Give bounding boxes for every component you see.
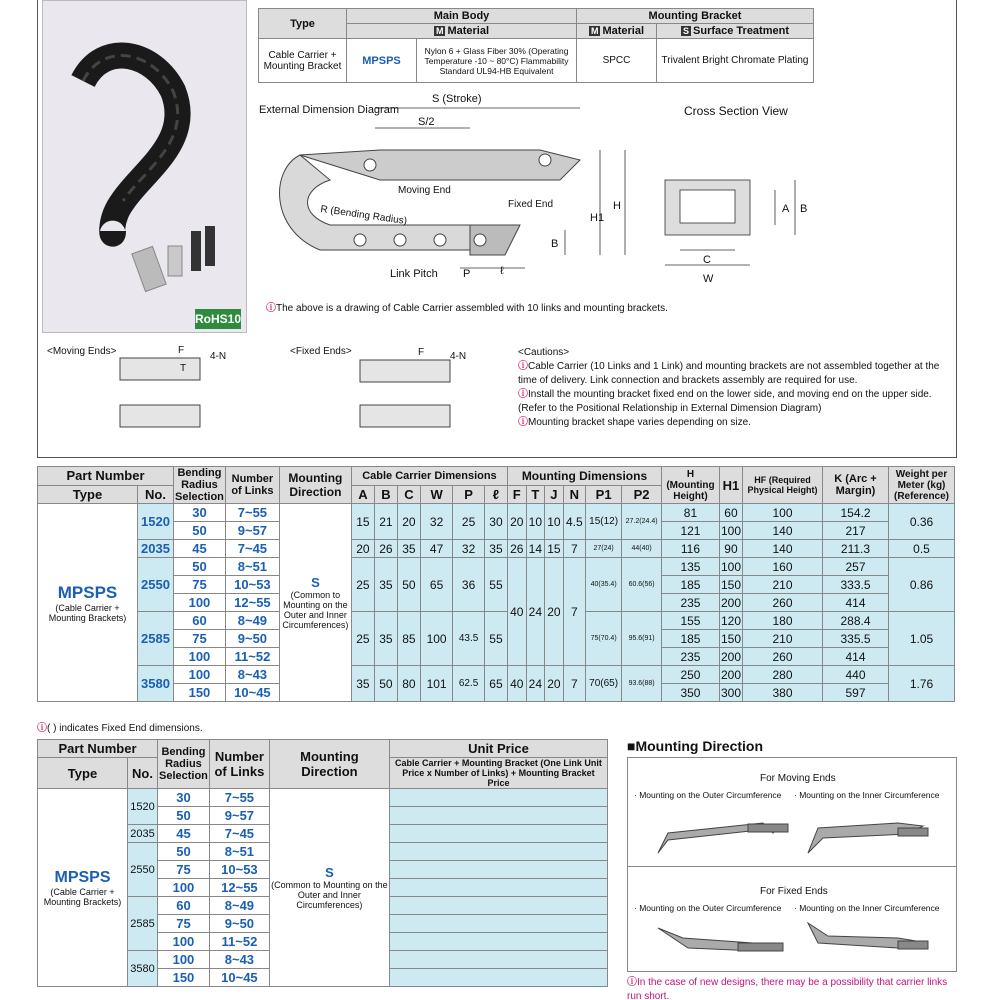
for-fixed-ends: For Fixed Ends <box>760 886 828 897</box>
col-p2: P2 <box>622 485 662 504</box>
table-row: 335.5 <box>823 630 889 648</box>
table-row: 20 <box>351 540 374 558</box>
new-design-note: ⓘIn the case of new designs, there may be a possibility that carrier links run short. <box>627 977 948 1000</box>
list-item: 7~45 <box>209 825 269 843</box>
table-row: 32 <box>420 504 452 540</box>
list-item: 150 <box>158 969 210 987</box>
table-row: 180 <box>743 612 823 630</box>
table-row: 65 <box>420 558 452 612</box>
table-row: 60.6(56) <box>622 558 662 612</box>
table-row: 7 <box>563 540 585 558</box>
table-row: 90 <box>719 540 742 558</box>
pr-no-1520: 1520 <box>128 789 158 825</box>
fixed-ends-title: <Fixed Ends> <box>290 346 352 357</box>
table-row: 414 <box>823 648 889 666</box>
dimension-table <box>37 466 955 702</box>
table-row: 100 <box>743 504 823 522</box>
table-row: 140 <box>743 540 823 558</box>
pr-h-part: Part Number <box>38 740 158 758</box>
list-item: 10~53 <box>209 861 269 879</box>
pr-h-unit-sub: Cable Carrier + Mounting Bracket (One Link Unit Price x Number of Links) + Mounting Bracket Price <box>389 758 607 789</box>
table-row: 10 <box>526 504 545 540</box>
table-row: 27.2(24.4) <box>622 504 662 540</box>
price-cell[interactable] <box>389 933 607 951</box>
table-row: 121 <box>661 522 719 540</box>
list-item: 12~55 <box>209 879 269 897</box>
col-p: P <box>453 485 485 504</box>
table-row: 7 <box>563 558 585 666</box>
table-row: 185 <box>661 630 719 648</box>
h-bend: Bending Radius Selection <box>175 467 224 503</box>
pr-h-dir: Mounting Direction <box>269 740 389 789</box>
table-row: 440 <box>823 666 889 684</box>
price-cell[interactable] <box>389 915 607 933</box>
table-row: 185 <box>661 576 719 594</box>
table-row: 70(65) <box>586 666 622 702</box>
col-t: T <box>526 485 545 504</box>
fixed-end-label: Fixed End <box>508 199 554 210</box>
table-row: 20 <box>507 504 526 540</box>
bending-label: R (Bending Radius) <box>319 203 408 228</box>
table-row: 50 <box>174 522 226 540</box>
table-row: 160 <box>743 558 823 576</box>
col-n: N <box>563 485 585 504</box>
table-row: 60 <box>719 504 742 522</box>
table-row: 32 <box>453 540 485 558</box>
table-row: 95.6(91) <box>622 612 662 666</box>
note-icon: ⓘ <box>266 303 276 314</box>
table-row: 40(35.4) <box>586 558 622 612</box>
list-item: 7~55 <box>209 789 269 807</box>
table-row: 211.3 <box>823 540 889 558</box>
table-row: 65 <box>484 666 507 702</box>
h-h: H (Mounting Height) <box>661 467 719 504</box>
price-cell[interactable] <box>389 897 607 915</box>
table-row: 60 <box>174 612 226 630</box>
table-row: 9~50 <box>225 630 279 648</box>
mounting-direction-panel <box>627 757 957 972</box>
price-cell[interactable] <box>389 879 607 897</box>
table-row: 7~55 <box>225 504 279 522</box>
table-row: 8~49 <box>225 612 279 630</box>
table-row: 155 <box>661 612 719 630</box>
table-row: 11~52 <box>225 648 279 666</box>
col-j: J <box>545 485 564 504</box>
l-label: ℓ <box>500 265 504 277</box>
spec-type-name: Cable Carrier + Mounting Bracket <box>259 39 347 83</box>
table-row: 45 <box>174 540 226 558</box>
table-row: 25 <box>453 504 485 540</box>
table-row: 15 <box>545 540 564 558</box>
table-row: 93.6(88) <box>622 666 662 702</box>
b-label: B <box>551 238 559 250</box>
table-row: 40 <box>507 558 526 666</box>
table-row: 85 <box>397 612 420 666</box>
table-row: 75 <box>174 576 226 594</box>
table-row: 75 <box>174 630 226 648</box>
moving-n: 4-N <box>210 351 227 362</box>
table-row: 50 <box>374 666 397 702</box>
table-row: 62.5 <box>453 666 485 702</box>
table-row: 150 <box>174 684 226 702</box>
table-row: 0.36 <box>889 504 955 540</box>
table-row: 55 <box>484 558 507 612</box>
h-cc: Cable Carrier Dimensions <box>351 467 507 486</box>
no-2035: 2035 <box>138 540 174 558</box>
table-row: 24 <box>526 666 545 702</box>
col-f: F <box>507 485 526 504</box>
table-row: 27(24) <box>586 540 622 558</box>
table-row: 20 <box>545 558 564 666</box>
spec-material-header: M Material <box>347 24 577 39</box>
table-row: 80 <box>397 666 420 702</box>
mounting-direction-title: ■Mounting Direction <box>627 738 764 754</box>
moving-outer: · Mounting on the Outer Circumference <box>634 790 782 800</box>
table-row: 7 <box>563 666 585 702</box>
h-label: H <box>613 200 621 212</box>
table-row: 210 <box>743 630 823 648</box>
table-row: 20 <box>545 666 564 702</box>
table-row: 36 <box>453 558 485 612</box>
table-row: 100 <box>720 523 741 538</box>
price-cell[interactable] <box>389 843 607 861</box>
table-row: 235 <box>661 594 719 612</box>
table-row: 20 <box>397 504 420 540</box>
table-row: 9~57 <box>225 522 279 540</box>
table-row: 26 <box>374 540 397 558</box>
table-row: 150 <box>720 577 741 592</box>
table-row: 100 <box>174 666 226 684</box>
h-part: Part Number <box>38 467 174 486</box>
for-moving-ends: For Moving Ends <box>760 773 836 784</box>
table-row: 25 <box>351 612 374 666</box>
list-item: 100 <box>158 933 210 951</box>
table-row: 81 <box>661 504 719 522</box>
cross-title: Cross Section View <box>684 104 788 118</box>
moving-ends-title: <Moving Ends> <box>47 346 117 357</box>
table-row: 8~43 <box>225 666 279 684</box>
fixed-end-footnote: ⓘ( ) indicates Fixed End dimensions. <box>37 723 203 734</box>
table-row: 116 <box>661 540 719 558</box>
table-row: 12~55 <box>225 594 279 612</box>
table-row: 44(40) <box>622 540 662 558</box>
col-a: A <box>351 485 374 504</box>
list-item: 75 <box>158 861 210 879</box>
price-cell[interactable] <box>389 789 607 807</box>
table-row: 280 <box>743 666 823 684</box>
stroke-label: S (Stroke) <box>432 93 482 105</box>
table-row: 4.5 <box>563 504 585 540</box>
price-cell[interactable] <box>389 807 607 825</box>
table-row: 100 <box>420 612 452 666</box>
h-type: Type <box>38 485 138 504</box>
p-label: P <box>463 268 471 280</box>
spec-main-header: Main Body <box>347 9 577 24</box>
table-row: 14 <box>526 540 545 558</box>
price-cell[interactable] <box>389 825 607 843</box>
link-pitch-label: Link Pitch <box>390 268 438 280</box>
list-item: 10~45 <box>209 969 269 987</box>
table-row: 50 <box>397 558 420 612</box>
cautions-title: <Cautions> <box>518 347 570 358</box>
list-item: 11~52 <box>209 933 269 951</box>
table-row: 10 <box>545 504 564 540</box>
list-item: 75 <box>158 915 210 933</box>
moving-t: T <box>180 363 187 374</box>
fixed-outer: · Mounting on the Outer Circumference <box>634 903 782 913</box>
pr-h-no: No. <box>128 758 158 789</box>
table-row: 100 <box>720 559 741 574</box>
dims-type: MPSPS (Cable Carrier + Mounting Brackets) <box>38 504 138 702</box>
table-row: 200 <box>720 667 741 682</box>
list-item: 8~49 <box>209 897 269 915</box>
table-row: 21 <box>374 504 397 540</box>
rohs-badge: RoHS10 <box>195 309 241 329</box>
col-c: C <box>397 485 420 504</box>
table-row: 35 <box>484 540 507 558</box>
table-row: 154.2 <box>823 504 889 522</box>
table-row: 0.5 <box>889 540 955 558</box>
list-item: 60 <box>158 897 210 915</box>
table-row: 200 <box>720 595 741 610</box>
col-p1: P1 <box>586 485 622 504</box>
h-md: Mounting Dimensions <box>507 467 661 486</box>
table-row: 43.5 <box>453 612 485 666</box>
spec-bracket-material: SPCC <box>577 39 657 83</box>
list-item: 9~50 <box>209 915 269 933</box>
list-item: 45 <box>158 825 210 843</box>
table-row: 47 <box>420 540 452 558</box>
table-row: 75(70.4) <box>586 612 622 666</box>
list-item: 30 <box>158 789 210 807</box>
table-row: 10~45 <box>225 684 279 702</box>
list-item: 8~51 <box>209 843 269 861</box>
moving-f: F <box>178 345 185 356</box>
moving-inner: · Mounting on the Inner Circumference <box>794 790 940 800</box>
spec-type-header: Type <box>259 9 347 39</box>
table-row: 414 <box>823 594 889 612</box>
pr-dir: S (Common to Mounting on the Outer and Inner Circumferences) <box>269 789 389 987</box>
table-row: 150 <box>720 631 741 646</box>
spec-surface-header: S Surface Treatment <box>657 24 814 39</box>
no-1520: 1520 <box>138 504 174 540</box>
spec-bracket-header: Mounting Bracket <box>577 9 814 24</box>
h-no: No. <box>138 485 174 504</box>
pr-no-2035: 2035 <box>128 825 158 843</box>
h-dir: Mounting Direction <box>279 467 351 504</box>
table-row: 333.5 <box>823 576 889 594</box>
h-hf: HF (Required Physical Height) <box>743 467 823 504</box>
spec-surface: Trivalent Bright Chromate Plating <box>657 39 814 83</box>
table-row: 30 <box>484 504 507 540</box>
table-row: 257 <box>823 558 889 576</box>
table-row: 1.05 <box>889 612 955 666</box>
spec-code: MPSPS <box>347 39 417 83</box>
ext-title: External Dimension Diagram <box>259 104 399 116</box>
list-item: 100 <box>158 879 210 897</box>
caution-2: ⓘInstall the mounting bracket fixed end on the lower side, and moving end on the upper side. (Refer to the Positional Relationship in External Dimension Diagram) <box>518 389 932 414</box>
pr-no-2550: 2550 <box>128 843 158 897</box>
table-row: 7~45 <box>225 540 279 558</box>
table-row: 101 <box>420 666 452 702</box>
table-row: 235 <box>661 648 719 666</box>
table-row: 24 <box>526 558 545 666</box>
pr-h-bend: Bending Radius Selection <box>158 740 210 789</box>
s2-label: S/2 <box>418 116 435 128</box>
table-row: 30 <box>174 504 226 522</box>
table-row: 260 <box>743 594 823 612</box>
cautions <box>518 346 948 430</box>
table-row: 380 <box>743 684 823 702</box>
table-row: 217 <box>823 522 889 540</box>
table-row: 26 <box>507 540 526 558</box>
list-item: 8~43 <box>209 951 269 969</box>
no-2585: 2585 <box>138 612 174 666</box>
pr-no-3580: 3580 <box>128 951 158 987</box>
assembly-note: ⓘThe above is a drawing of Cable Carrier assembled with 10 links and mounting brackets. <box>266 303 668 314</box>
col-l: ℓ <box>484 485 507 504</box>
table-row: 0.86 <box>889 558 955 612</box>
table-row: 100 <box>174 648 226 666</box>
table-row: 50 <box>174 558 226 576</box>
h-wt: Weight per Meter (kg) (Reference) <box>889 467 955 504</box>
table-row: 100 <box>174 594 226 612</box>
table-row: 15(12) <box>586 504 622 540</box>
h-links: Number of Links <box>225 467 279 504</box>
caution-3: ⓘMounting bracket shape varies depending on size. <box>518 417 751 428</box>
col-w: W <box>420 485 452 504</box>
table-row: 15 <box>351 504 374 540</box>
table-row: 120 <box>720 613 741 628</box>
dims-dir: S (Common to Mounting on the Outer and Inner Circumferences) <box>279 504 351 702</box>
table-row: 350 <box>661 684 719 702</box>
price-cell[interactable] <box>389 861 607 879</box>
list-item: 9~57 <box>209 807 269 825</box>
table-row: 597 <box>823 684 889 702</box>
table-row: 25 <box>351 558 374 612</box>
list-item: 50 <box>158 807 210 825</box>
no-2550: 2550 <box>138 558 174 612</box>
fixed-f: F <box>418 347 425 358</box>
pr-h-unit: Unit Price <box>389 740 607 758</box>
table-row: 35 <box>374 612 397 666</box>
table-row: 35 <box>351 666 374 702</box>
a-label: A <box>782 203 790 215</box>
c-label: C <box>703 254 711 266</box>
b2-label: B <box>800 203 808 215</box>
no-3580: 3580 <box>138 666 174 702</box>
table-row: 10~53 <box>225 576 279 594</box>
pr-h-links: Number of Links <box>209 740 269 789</box>
table-row: 40 <box>507 666 526 702</box>
h-k: K (Arc + Margin) <box>823 467 889 504</box>
price-cell[interactable] <box>389 969 607 987</box>
pr-no-2585: 2585 <box>128 897 158 951</box>
caution-1: ⓘCable Carrier (10 Links and 1 Link) and mounting brackets are not assembled together at the time of delivery. Link connection and brackets assembly are required for use. <box>518 361 940 386</box>
h-h1: H1 <box>719 467 742 504</box>
table-row: 55 <box>484 612 507 666</box>
spec-material2-header: M Material <box>577 24 657 39</box>
table-row: 200 <box>720 649 741 664</box>
table-row: 260 <box>743 648 823 666</box>
table-row: 140 <box>743 522 823 540</box>
list-item: 100 <box>158 951 210 969</box>
fixed-inner: · Mounting on the Inner Circumference <box>794 903 940 913</box>
pr-h-type: Type <box>38 758 128 789</box>
col-b: B <box>374 485 397 504</box>
table-row: 250 <box>661 666 719 684</box>
fixed-n: 4-N <box>450 351 467 362</box>
table-row: 210 <box>743 576 823 594</box>
table-row: 35 <box>397 540 420 558</box>
w-label: W <box>703 273 714 285</box>
price-cell[interactable] <box>389 951 607 969</box>
table-row: 1.76 <box>889 666 955 702</box>
table-row: 35 <box>374 558 397 612</box>
moving-end-label: Moving End <box>398 185 451 196</box>
table-row: 288.4 <box>823 612 889 630</box>
table-row: 135 <box>661 558 719 576</box>
table-row: 300 <box>720 685 741 700</box>
pr-type: MPSPS (Cable Carrier + Mounting Brackets) <box>38 789 128 987</box>
price-table <box>37 739 608 987</box>
spec-main-material: Nylon 6 + Glass Fiber 30% (Operating Temperature -10 ~ 80°C) Flammability Standard UL94-HB Equivalent <box>417 39 577 83</box>
h1-label: H1 <box>590 212 605 224</box>
table-row: 8~51 <box>225 558 279 576</box>
list-item: 50 <box>158 843 210 861</box>
